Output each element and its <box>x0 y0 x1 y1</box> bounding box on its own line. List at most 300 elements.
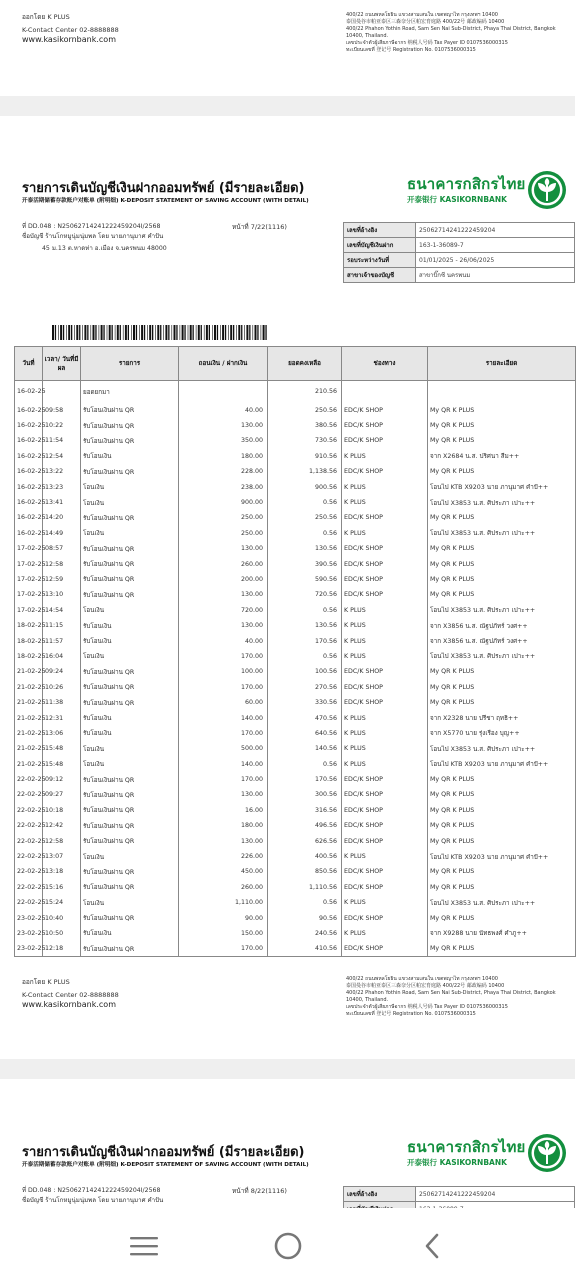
cell-time: 13:41 <box>43 495 81 510</box>
prev-page-footer <box>0 0 575 96</box>
table-row <box>15 495 576 510</box>
cell-amount: 250.00 <box>179 526 268 541</box>
cell-description: รับโอนเงินผ่าน QR <box>81 556 179 571</box>
table-row <box>15 556 576 571</box>
cell-date: 16-02-25 <box>15 403 43 418</box>
cell-description: โอนเงิน <box>81 756 179 771</box>
cell-channel: EDC/K SHOP <box>342 541 428 556</box>
table-row <box>15 664 576 679</box>
cell-balance: 0.56 <box>268 495 342 510</box>
page-footer-address <box>346 976 571 1018</box>
table-row <box>15 864 576 879</box>
cell-time: 13:07 <box>43 849 81 864</box>
cell-time: 13:10 <box>43 587 81 602</box>
cell-balance: 240.56 <box>268 926 342 941</box>
cell-channel: EDC/K SHOP <box>342 833 428 848</box>
cell-description: โอนเงิน <box>81 741 179 756</box>
cell-balance: 210.56 <box>268 381 342 403</box>
cell-balance: 0.56 <box>268 649 342 664</box>
tax-id: เลขประจำตัวผู้เสียภาษีอากร 纳税人号码 Tax Payer ID 0107536000315 <box>346 40 508 46</box>
cell-amount: 170.00 <box>179 941 268 956</box>
issued-by: ออกโดย K PLUS <box>22 13 70 21</box>
transactions-body <box>15 381 576 957</box>
cell-detail: My QR K PLUS <box>428 880 576 895</box>
cell-balance: 910.56 <box>268 449 342 464</box>
cell-detail: จาก X3856 น.ส. ณัฐปภัทร์ วงศ++ <box>428 618 576 633</box>
cell-balance: 0.56 <box>268 603 342 618</box>
cell-amount: 40.00 <box>179 633 268 648</box>
cell-description: รับโอนเงินผ่าน QR <box>81 880 179 895</box>
cell-balance: 400.56 <box>268 849 342 864</box>
cell-detail: My QR K PLUS <box>428 941 576 956</box>
cell-description: รับโอนเงินผ่าน QR <box>81 864 179 879</box>
cell-detail: My QR K PLUS <box>428 587 576 602</box>
cell-channel: EDC/K SHOP <box>342 941 428 956</box>
home-circle-icon <box>273 1231 303 1261</box>
cell-amount: 100.00 <box>179 664 268 679</box>
account-name: ชื่อบัญชี ร้านโกหมูนุ่มนุ่มพล โดย นายภานุมาศ คำปัน <box>22 1197 164 1204</box>
cell-amount: 180.00 <box>179 449 268 464</box>
cell-date: 22-02-25 <box>15 895 43 910</box>
cell-channel: EDC/K SHOP <box>342 680 428 695</box>
statement-subtitle: 开泰活期储蓄存款账户对账单 (附明细) K-DEPOSIT STATEMENT OF SAVING ACCOUNT (WITH DETAIL) <box>22 198 309 204</box>
barcode-icon <box>52 325 268 340</box>
cell-amount: 250.00 <box>179 510 268 525</box>
info-label: รอบระหว่างวันที่ <box>344 253 416 268</box>
cell-description: โอนเงิน <box>81 526 179 541</box>
cell-amount: 170.00 <box>179 726 268 741</box>
cell-channel: EDC/K SHOP <box>342 510 428 525</box>
cell-channel: EDC/K SHOP <box>342 787 428 802</box>
cell-channel: EDC/K SHOP <box>342 664 428 679</box>
table-row <box>15 710 576 725</box>
cell-amount: 260.00 <box>179 880 268 895</box>
cell-balance: 0.56 <box>268 756 342 771</box>
cell-balance: 590.56 <box>268 572 342 587</box>
cell-date: 21-02-25 <box>15 664 43 679</box>
cell-time: 13:18 <box>43 864 81 879</box>
table-row <box>15 433 576 448</box>
cell-detail: โอนไป X3853 น.ส. ศิประภา เปาะ++ <box>428 649 576 664</box>
cell-time: 14:20 <box>43 510 81 525</box>
col-header-date: วันที่ <box>15 347 43 381</box>
bank-name-en: 开泰银行 KASIKORNBANK <box>407 195 507 204</box>
cell-date: 16-02-25 <box>15 418 43 433</box>
page-gap <box>0 1059 575 1079</box>
cell-channel: K PLUS <box>342 926 428 941</box>
cell-detail <box>428 381 576 403</box>
col-header-amount: ถอนเงิน / ฝากเงิน <box>179 347 268 381</box>
col-header-balance: ยอดคงเหลือ <box>268 347 342 381</box>
cell-description: รับโอนเงินผ่าน QR <box>81 787 179 802</box>
col-header-description: รายการ <box>81 347 179 381</box>
cell-time: 08:57 <box>43 541 81 556</box>
info-row <box>344 253 575 268</box>
cell-description: รับโอนเงินผ่าน QR <box>81 664 179 679</box>
system-nav-bar <box>0 1208 575 1280</box>
cell-channel: K PLUS <box>342 756 428 771</box>
col-header-time: เวลา/ วันที่มีผล <box>43 347 81 381</box>
cell-time: 09:12 <box>43 772 81 787</box>
cell-date: 21-02-25 <box>15 741 43 756</box>
cell-amount <box>179 381 268 403</box>
cell-channel: K PLUS <box>342 449 428 464</box>
cell-description: รับโอนเงิน <box>81 710 179 725</box>
doc-number: ที่ DD.048 : N25062714241222459204I/2568 <box>22 1187 161 1194</box>
cell-date: 22-02-25 <box>15 864 43 879</box>
cell-time: 09:27 <box>43 787 81 802</box>
cell-description: รับโอนเงิน <box>81 449 179 464</box>
table-row <box>15 695 576 710</box>
cell-detail: My QR K PLUS <box>428 803 576 818</box>
cell-detail: My QR K PLUS <box>428 510 576 525</box>
cell-detail: My QR K PLUS <box>428 818 576 833</box>
cell-amount: 140.00 <box>179 756 268 771</box>
table-row <box>15 418 576 433</box>
cell-channel: K PLUS <box>342 495 428 510</box>
cell-date: 21-02-25 <box>15 710 43 725</box>
cell-date: 18-02-25 <box>15 633 43 648</box>
cell-balance: 850.56 <box>268 864 342 879</box>
cell-channel <box>342 381 428 403</box>
address-th: 400/22 ถนนพหลโยธิน แขวงสามเสนใน เขตพญาไท กรุงเทพฯ 10400 <box>346 976 498 982</box>
cell-channel: K PLUS <box>342 849 428 864</box>
cell-balance: 316.56 <box>268 803 342 818</box>
cell-channel: EDC/K SHOP <box>342 464 428 479</box>
table-row <box>15 649 576 664</box>
cell-date: 21-02-25 <box>15 726 43 741</box>
info-row <box>344 223 575 238</box>
cell-detail: My QR K PLUS <box>428 864 576 879</box>
cell-channel: K PLUS <box>342 526 428 541</box>
cell-detail: จาก X2328 นาย ปรีชา ฤทธิ++ <box>428 710 576 725</box>
cell-amount: 260.00 <box>179 556 268 571</box>
info-value: 25062714241222459204 <box>416 223 575 238</box>
cell-date: 17-02-25 <box>15 603 43 618</box>
cell-channel: K PLUS <box>342 895 428 910</box>
cell-amount: 170.00 <box>179 772 268 787</box>
info-label: เลขที่บัญชีเงินฝาก <box>344 238 416 253</box>
kasikornbank-logo-icon <box>527 170 567 210</box>
cell-channel: EDC/K SHOP <box>342 403 428 418</box>
table-row <box>15 603 576 618</box>
cell-description: รับโอนเงินผ่าน QR <box>81 910 179 925</box>
info-row <box>344 268 575 283</box>
cell-amount: 90.00 <box>179 910 268 925</box>
kasikornbank-logo-icon <box>527 1133 567 1173</box>
bank-name: ธนาคารกสิกรไทย <box>407 1138 526 1156</box>
back-chevron-icon <box>420 1231 444 1261</box>
table-row <box>15 833 576 848</box>
cell-balance: 270.56 <box>268 680 342 695</box>
cell-channel: K PLUS <box>342 726 428 741</box>
cell-amount: 500.00 <box>179 741 268 756</box>
cell-description: รับโอนเงินผ่าน QR <box>81 818 179 833</box>
cell-channel: K PLUS <box>342 741 428 756</box>
cell-date: 16-02-25 <box>15 510 43 525</box>
cell-date: 22-02-25 <box>15 880 43 895</box>
cell-detail: โอนไป X3853 น.ส. ศิประภา เปาะ++ <box>428 895 576 910</box>
cell-balance: 140.56 <box>268 741 342 756</box>
cell-time: 11:57 <box>43 633 81 648</box>
cell-balance: 1,110.56 <box>268 880 342 895</box>
cell-amount: 450.00 <box>179 864 268 879</box>
cell-amount: 350.00 <box>179 433 268 448</box>
cell-amount: 40.00 <box>179 403 268 418</box>
table-row <box>15 618 576 633</box>
cell-description: โอนเงิน <box>81 603 179 618</box>
cell-date: 18-02-25 <box>15 649 43 664</box>
cell-date: 18-02-25 <box>15 618 43 633</box>
info-label: เลขที่อ้างอิง <box>344 223 416 238</box>
cell-detail: My QR K PLUS <box>428 418 576 433</box>
cell-detail: โอนไป KTB X9203 นาย ภานุมาศ คำปั++ <box>428 849 576 864</box>
bank-name-en: 开泰银行 KASIKORNBANK <box>407 1158 507 1167</box>
table-row <box>15 541 576 556</box>
page-number: หน้าที่ 7/22(1116) <box>232 223 287 231</box>
website-link[interactable]: www.kasikornbank.com <box>22 1000 116 1009</box>
cell-detail: My QR K PLUS <box>428 403 576 418</box>
cell-time: 10:26 <box>43 680 81 695</box>
cell-balance: 390.56 <box>268 556 342 571</box>
cell-channel: K PLUS <box>342 649 428 664</box>
cell-channel: K PLUS <box>342 618 428 633</box>
cell-date: 16-02-25 <box>15 464 43 479</box>
cell-description: รับโอนเงิน <box>81 633 179 648</box>
info-value: 163-1-36089-7 <box>416 238 575 253</box>
cell-date: 16-02-25 <box>15 526 43 541</box>
cell-amount: 140.00 <box>179 710 268 725</box>
table-row <box>15 772 576 787</box>
table-row <box>15 587 576 602</box>
cell-date: 17-02-25 <box>15 572 43 587</box>
cell-time: 12:42 <box>43 818 81 833</box>
table-row <box>15 381 576 403</box>
cell-description: โอนเงิน <box>81 649 179 664</box>
cell-time: 11:38 <box>43 695 81 710</box>
footer-left <box>22 12 119 45</box>
table-row <box>15 741 576 756</box>
col-header-detail: รายละเอียด <box>428 347 576 381</box>
table-row <box>15 572 576 587</box>
cell-balance: 130.56 <box>268 618 342 633</box>
cell-balance: 1,138.56 <box>268 464 342 479</box>
cell-detail: จาก X2684 น.ส. ปริศนา สีม++ <box>428 449 576 464</box>
address-th: 400/22 ถนนพหลโยธิน แขวงสามเสนใน เขตพญาไท กรุงเทพฯ 10400 <box>346 12 498 18</box>
cell-description: รับโอนเงินผ่าน QR <box>81 464 179 479</box>
table-row <box>15 510 576 525</box>
table-row <box>15 403 576 418</box>
address-en: 400/22 Phahon Yothin Road, Sam Sen Nai Sub-District, Phaya Thai District, Bangkok 10400, Thailand. <box>346 26 556 39</box>
cell-balance: 900.56 <box>268 479 342 494</box>
cell-detail: My QR K PLUS <box>428 833 576 848</box>
cell-balance: 170.56 <box>268 772 342 787</box>
cell-amount: 130.00 <box>179 618 268 633</box>
cell-balance: 626.56 <box>268 833 342 848</box>
cell-time: 12:58 <box>43 833 81 848</box>
cell-balance: 410.56 <box>268 941 342 956</box>
footer-address <box>346 12 571 54</box>
cell-balance: 300.56 <box>268 787 342 802</box>
table-row <box>15 926 576 941</box>
table-header-row <box>15 347 576 381</box>
cell-time: 09:58 <box>43 403 81 418</box>
cell-time: 10:18 <box>43 803 81 818</box>
col-header-channel: ช่องทาง <box>342 347 428 381</box>
cell-amount: 226.00 <box>179 849 268 864</box>
cell-date: 16-02-25 <box>15 479 43 494</box>
cell-description: รับโอนเงินผ่าน QR <box>81 772 179 787</box>
issued-by: ออกโดย K PLUS <box>22 978 70 986</box>
tax-id: เลขประจำตัวผู้เสียภาษีอากร 纳税人号码 Tax Payer ID 0107536000315 <box>346 1004 508 1010</box>
cell-channel: EDC/K SHOP <box>342 695 428 710</box>
cell-time: 16:04 <box>43 649 81 664</box>
cell-detail: My QR K PLUS <box>428 772 576 787</box>
cell-description: รับโอนเงินผ่าน QR <box>81 941 179 956</box>
cell-detail: My QR K PLUS <box>428 787 576 802</box>
cell-detail: โอนไป KTB X9203 นาย ภานุมาศ คำปั++ <box>428 756 576 771</box>
cell-amount: 16.00 <box>179 803 268 818</box>
info-value: 25062714241222459204 <box>416 1187 575 1202</box>
cell-time: 15:48 <box>43 741 81 756</box>
cell-time: 11:54 <box>43 433 81 448</box>
cell-amount: 130.00 <box>179 541 268 556</box>
cell-balance: 250.56 <box>268 403 342 418</box>
cell-time: 15:16 <box>43 880 81 895</box>
statement-subtitle: 开泰活期储蓄存款账户对账单 (附明细) K-DEPOSIT STATEMENT OF SAVING ACCOUNT (WITH DETAIL) <box>22 1162 309 1168</box>
cell-detail: My QR K PLUS <box>428 695 576 710</box>
account-address: 45 ม.13 ต.หาดท่า อ.เมือง จ.นครพนม 48000 <box>42 245 167 252</box>
address-en: 400/22 Phahon Yothin Road, Sam Sen Nai Sub-District, Phaya Thai District, Bangkok 10400, Thailand. <box>346 990 556 1003</box>
cell-detail: My QR K PLUS <box>428 541 576 556</box>
cell-amount: 130.00 <box>179 418 268 433</box>
cell-time: 10:40 <box>43 910 81 925</box>
table-row <box>15 880 576 895</box>
cell-amount: 228.00 <box>179 464 268 479</box>
table-row <box>15 449 576 464</box>
cell-balance: 470.56 <box>268 710 342 725</box>
cell-balance: 640.56 <box>268 726 342 741</box>
cell-description: รับโอนเงิน <box>81 726 179 741</box>
registration-no: ทะเบียนเลขที่ 登记号 Registration No. 0107536000315 <box>346 1011 476 1017</box>
cell-detail: จาก X9288 นาย นัทธพงศ์ คำภู++ <box>428 926 576 941</box>
cell-channel: EDC/K SHOP <box>342 418 428 433</box>
account-name: ชื่อบัญชี ร้านโกหมูนุ่มนุ่มพล โดย นายภานุมาศ คำปัน <box>22 233 164 240</box>
cell-detail: จาก X5770 นาย รุ่งเรือง บุญ++ <box>428 726 576 741</box>
cell-amount: 1,110.00 <box>179 895 268 910</box>
address-cn: 泰国曼谷市帕亚泰区三森奈分区帕宏育庭路 400/22号 邮政编码 10400 <box>346 19 505 25</box>
cell-description: รับโอนเงิน <box>81 926 179 941</box>
cell-detail: จาก X3856 น.ส. ณัฐปภัทร์ วงศ++ <box>428 633 576 648</box>
home-button[interactable] <box>268 1226 308 1266</box>
cell-description: โอนเงิน <box>81 895 179 910</box>
cell-description: รับโอนเงินผ่าน QR <box>81 587 179 602</box>
cell-time: 15:24 <box>43 895 81 910</box>
cell-balance: 170.56 <box>268 633 342 648</box>
table-row <box>15 756 576 771</box>
cell-description: โอนเงิน <box>81 849 179 864</box>
table-row <box>15 479 576 494</box>
cell-description: รับโอนเงินผ่าน QR <box>81 680 179 695</box>
cell-amount: 200.00 <box>179 572 268 587</box>
cell-date: 22-02-25 <box>15 833 43 848</box>
cell-date: 22-02-25 <box>15 772 43 787</box>
cell-time: 12:31 <box>43 710 81 725</box>
statement-title: รายการเดินบัญชีเงินฝากออมทรัพย์ (มีรายละเอียด) <box>22 1145 305 1160</box>
cell-amount: 60.00 <box>179 695 268 710</box>
contact-center: K-Contact Center 02-8888888 <box>22 26 119 34</box>
cell-date: 16-02-25 <box>15 381 43 403</box>
cell-time: 13:22 <box>43 464 81 479</box>
cell-description: รับโอนเงินผ่าน QR <box>81 695 179 710</box>
cell-detail: โอนไป X3853 น.ส. ศิประภา เปาะ++ <box>428 495 576 510</box>
cell-description: โอนเงิน <box>81 479 179 494</box>
cell-date: 17-02-25 <box>15 556 43 571</box>
menu-icon <box>129 1234 159 1258</box>
cell-amount: 900.00 <box>179 495 268 510</box>
cell-date: 22-02-25 <box>15 849 43 864</box>
cell-amount: 170.00 <box>179 649 268 664</box>
cell-date: 17-02-25 <box>15 587 43 602</box>
cell-date: 22-02-25 <box>15 787 43 802</box>
recent-apps-button[interactable] <box>124 1226 164 1266</box>
cell-description: ยอดยกมา <box>81 381 179 403</box>
cell-description: รับโอนเงิน <box>81 618 179 633</box>
cell-balance: 720.56 <box>268 587 342 602</box>
cell-time <box>43 381 81 403</box>
cell-time: 09:24 <box>43 664 81 679</box>
info-value: สาขาบิ๊กซี นครพนม <box>416 268 575 283</box>
table-row <box>15 818 576 833</box>
cell-amount: 180.00 <box>179 818 268 833</box>
cell-date: 16-02-25 <box>15 495 43 510</box>
page-number: หน้าที่ 8/22(1116) <box>232 1187 287 1195</box>
cell-time: 14:54 <box>43 603 81 618</box>
cell-date: 22-02-25 <box>15 803 43 818</box>
cell-amount: 238.00 <box>179 479 268 494</box>
cell-balance: 330.56 <box>268 695 342 710</box>
cell-balance: 380.56 <box>268 418 342 433</box>
bank-name: ธนาคารกสิกรไทย <box>407 175 526 193</box>
cell-balance: 0.56 <box>268 526 342 541</box>
info-row <box>344 1187 575 1202</box>
info-row <box>344 238 575 253</box>
address-cn: 泰国曼谷市帕亚泰区三森奈分区帕宏育庭路 400/22号 邮政编码 10400 <box>346 983 505 989</box>
cell-description: รับโอนเงินผ่าน QR <box>81 833 179 848</box>
table-row <box>15 680 576 695</box>
doc-number: ที่ DD.048 : N25062714241222459204I/2568 <box>22 223 161 230</box>
cell-channel: K PLUS <box>342 710 428 725</box>
cell-amount: 130.00 <box>179 833 268 848</box>
cell-channel: EDC/K SHOP <box>342 910 428 925</box>
back-button[interactable] <box>412 1226 452 1266</box>
page-footer-left <box>22 977 119 1010</box>
cell-time: 10:22 <box>43 418 81 433</box>
table-row <box>15 910 576 925</box>
cell-time: 12:59 <box>43 572 81 587</box>
table-row <box>15 895 576 910</box>
cell-channel: EDC/K SHOP <box>342 880 428 895</box>
cell-date: 16-02-25 <box>15 433 43 448</box>
cell-description: รับโอนเงินผ่าน QR <box>81 418 179 433</box>
cell-balance: 130.56 <box>268 541 342 556</box>
table-row <box>15 726 576 741</box>
website-link[interactable]: www.kasikornbank.com <box>22 35 116 44</box>
cell-amount: 130.00 <box>179 787 268 802</box>
cell-detail: My QR K PLUS <box>428 572 576 587</box>
page-gap <box>0 96 575 116</box>
cell-time: 12:54 <box>43 449 81 464</box>
